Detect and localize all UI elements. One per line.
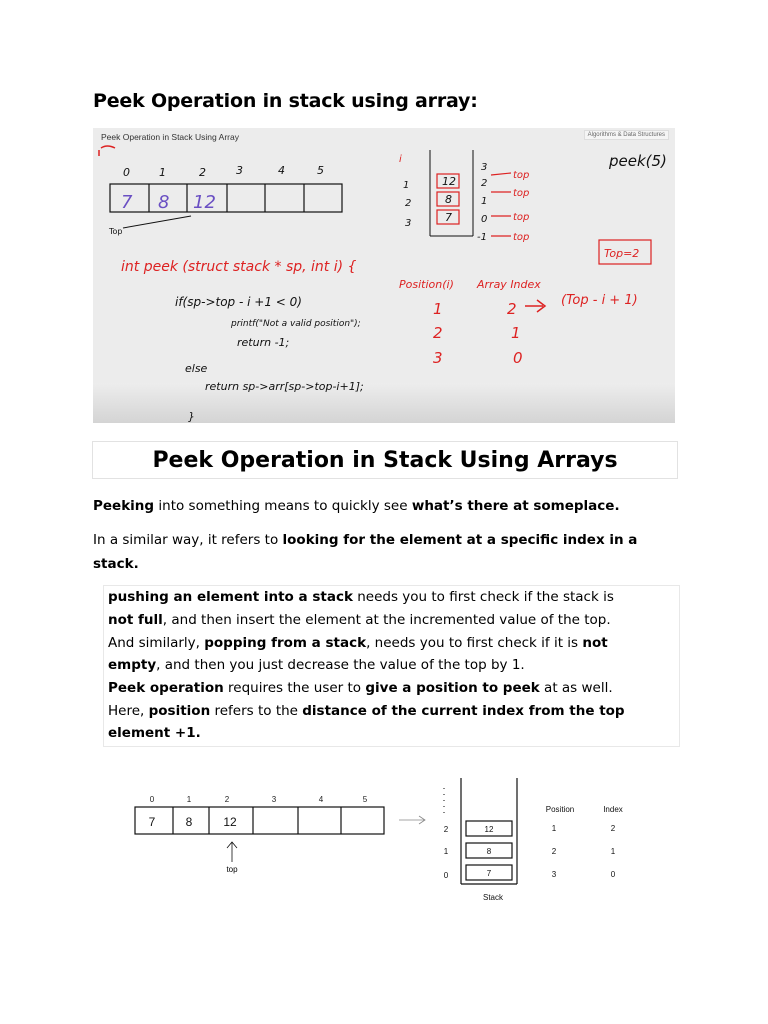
section-title: Peek Operation in Stack Using Arrays [92, 441, 678, 479]
diag-pos-1: 1 [551, 824, 557, 833]
idx-0: 0 [123, 166, 130, 179]
code-printf: printf("Not a valid position"); [231, 319, 361, 329]
box-line-7: element +1. [108, 725, 201, 741]
pos-2-left: 2 [405, 198, 412, 209]
formula: (Top - i + 1) [561, 293, 638, 308]
diag-idx-3: 3 [271, 795, 277, 804]
box-line-5: Peek operation requires the user to give a position to peek at as well. [108, 680, 613, 696]
arr-val-2: 12 [193, 192, 216, 213]
top-arrow-3: top [513, 212, 530, 223]
screenshot-tab: Algorithms & Data Structures [584, 130, 669, 140]
stack-val-2: 7 [445, 211, 452, 224]
idx-4: 4 [278, 164, 285, 177]
stack-val-0: 12 [442, 175, 456, 188]
diag-stack-val-0: 12 [484, 825, 494, 834]
diag-stack-idx-2: 2 [443, 825, 449, 834]
aidx-2: 1 [511, 324, 521, 342]
diag-idx-2: 2 [224, 795, 230, 804]
pos-1-left: 1 [403, 180, 410, 191]
idx-2: 2 [199, 166, 206, 179]
diag-stack-val-2: 7 [486, 869, 492, 878]
code-signature: int peek (struct stack * sp, int i) { [121, 259, 357, 275]
diag-stack-idx-1: 1 [443, 847, 449, 856]
top-arrow-4: top [513, 232, 530, 243]
diag-idx-5: 5 [362, 795, 368, 804]
lecture-screenshot [93, 128, 675, 423]
stack-idx-0: 0 [481, 214, 488, 225]
pos-3: 3 [433, 349, 443, 367]
peek-call: peek(5) [609, 152, 667, 170]
paragraph-similar: In a similar way, it refers to looking for the element at a specific index in a stack. [93, 532, 638, 572]
code-return: return sp->arr[sp->top-i+1]; [205, 380, 364, 393]
up-arrow-icon [227, 842, 237, 862]
idx-3: 3 [236, 164, 243, 177]
box-line-3: And similarly, popping from a stack, needs you to first check if it is not [108, 635, 608, 651]
box-line-4: empty, and then you just decrease the value of the top by 1. [108, 657, 525, 673]
array-index-header: Array Index [477, 278, 541, 291]
stack-idx-1: 1 [481, 196, 488, 207]
idx-1: 1 [159, 166, 166, 179]
diag-val-2: 12 [223, 815, 237, 829]
pos-2: 2 [433, 324, 443, 342]
top-equals: Top=2 [604, 247, 640, 260]
box-line-1: pushing an element into a stack needs you to first check if the stack is [108, 589, 614, 605]
arr-val-0: 7 [121, 192, 133, 213]
position-header: Position(i) [399, 278, 454, 291]
diag-index-header: Index [603, 805, 623, 814]
diag-pos-3: 3 [551, 870, 557, 879]
diag-idx-0: 0 [149, 795, 155, 804]
page-heading: Peek Operation in stack using array: [93, 90, 478, 112]
diag-val-0: 7 [148, 815, 156, 829]
stack-idx-neg1: -1 [477, 232, 487, 243]
top-arrow-2: top [513, 188, 530, 199]
top-label: Top [109, 227, 123, 236]
diag-index-2: 1 [610, 847, 616, 856]
idx-5: 5 [317, 164, 324, 177]
stack-idx-2: 2 [481, 178, 488, 189]
diag-stack-val-1: 8 [486, 847, 492, 856]
screenshot-caption: Peek Operation in Stack Using Array [101, 132, 239, 142]
aidx-3: 0 [513, 349, 523, 367]
i-label: i [399, 154, 402, 165]
handwritten-notes [93, 128, 675, 423]
stack-idx-3: 3 [481, 162, 488, 173]
diag-idx-4: 4 [318, 795, 324, 804]
stack-val-1: 8 [445, 193, 452, 206]
diag-val-1: 8 [185, 815, 193, 829]
code-if: if(sp->top - i +1 < 0) [175, 295, 302, 309]
diag-pos-2: 2 [551, 847, 557, 856]
diag-idx-1: 1 [186, 795, 192, 804]
box-line-6: Here, position refers to the distance of the current index from the top [108, 703, 625, 719]
stack-array-diagram [93, 770, 675, 915]
code-return-neg: return -1; [237, 336, 290, 349]
diag-position-header: Position [545, 805, 575, 814]
diag-stack-idx-0: 0 [443, 871, 449, 880]
arr-val-1: 8 [158, 192, 170, 213]
diag-index-1: 2 [610, 824, 616, 833]
right-arrow-icon [399, 816, 425, 824]
code-else: else [185, 362, 208, 375]
diag-top-label: top [226, 865, 238, 874]
top-arrow-1: top [513, 170, 530, 181]
box-line-2: not full, and then insert the element at the incremented value of the top. [108, 612, 611, 628]
pos-3-left: 3 [405, 218, 412, 229]
diag-index-3: 0 [610, 870, 616, 879]
code-brace: } [188, 410, 195, 423]
diag-stack-label: Stack [482, 893, 504, 902]
pos-1: 1 [433, 300, 443, 318]
paragraph-peeking: Peeking into something means to quickly see what’s there at someplace. [93, 498, 620, 514]
aidx-1: 2 [507, 300, 517, 318]
